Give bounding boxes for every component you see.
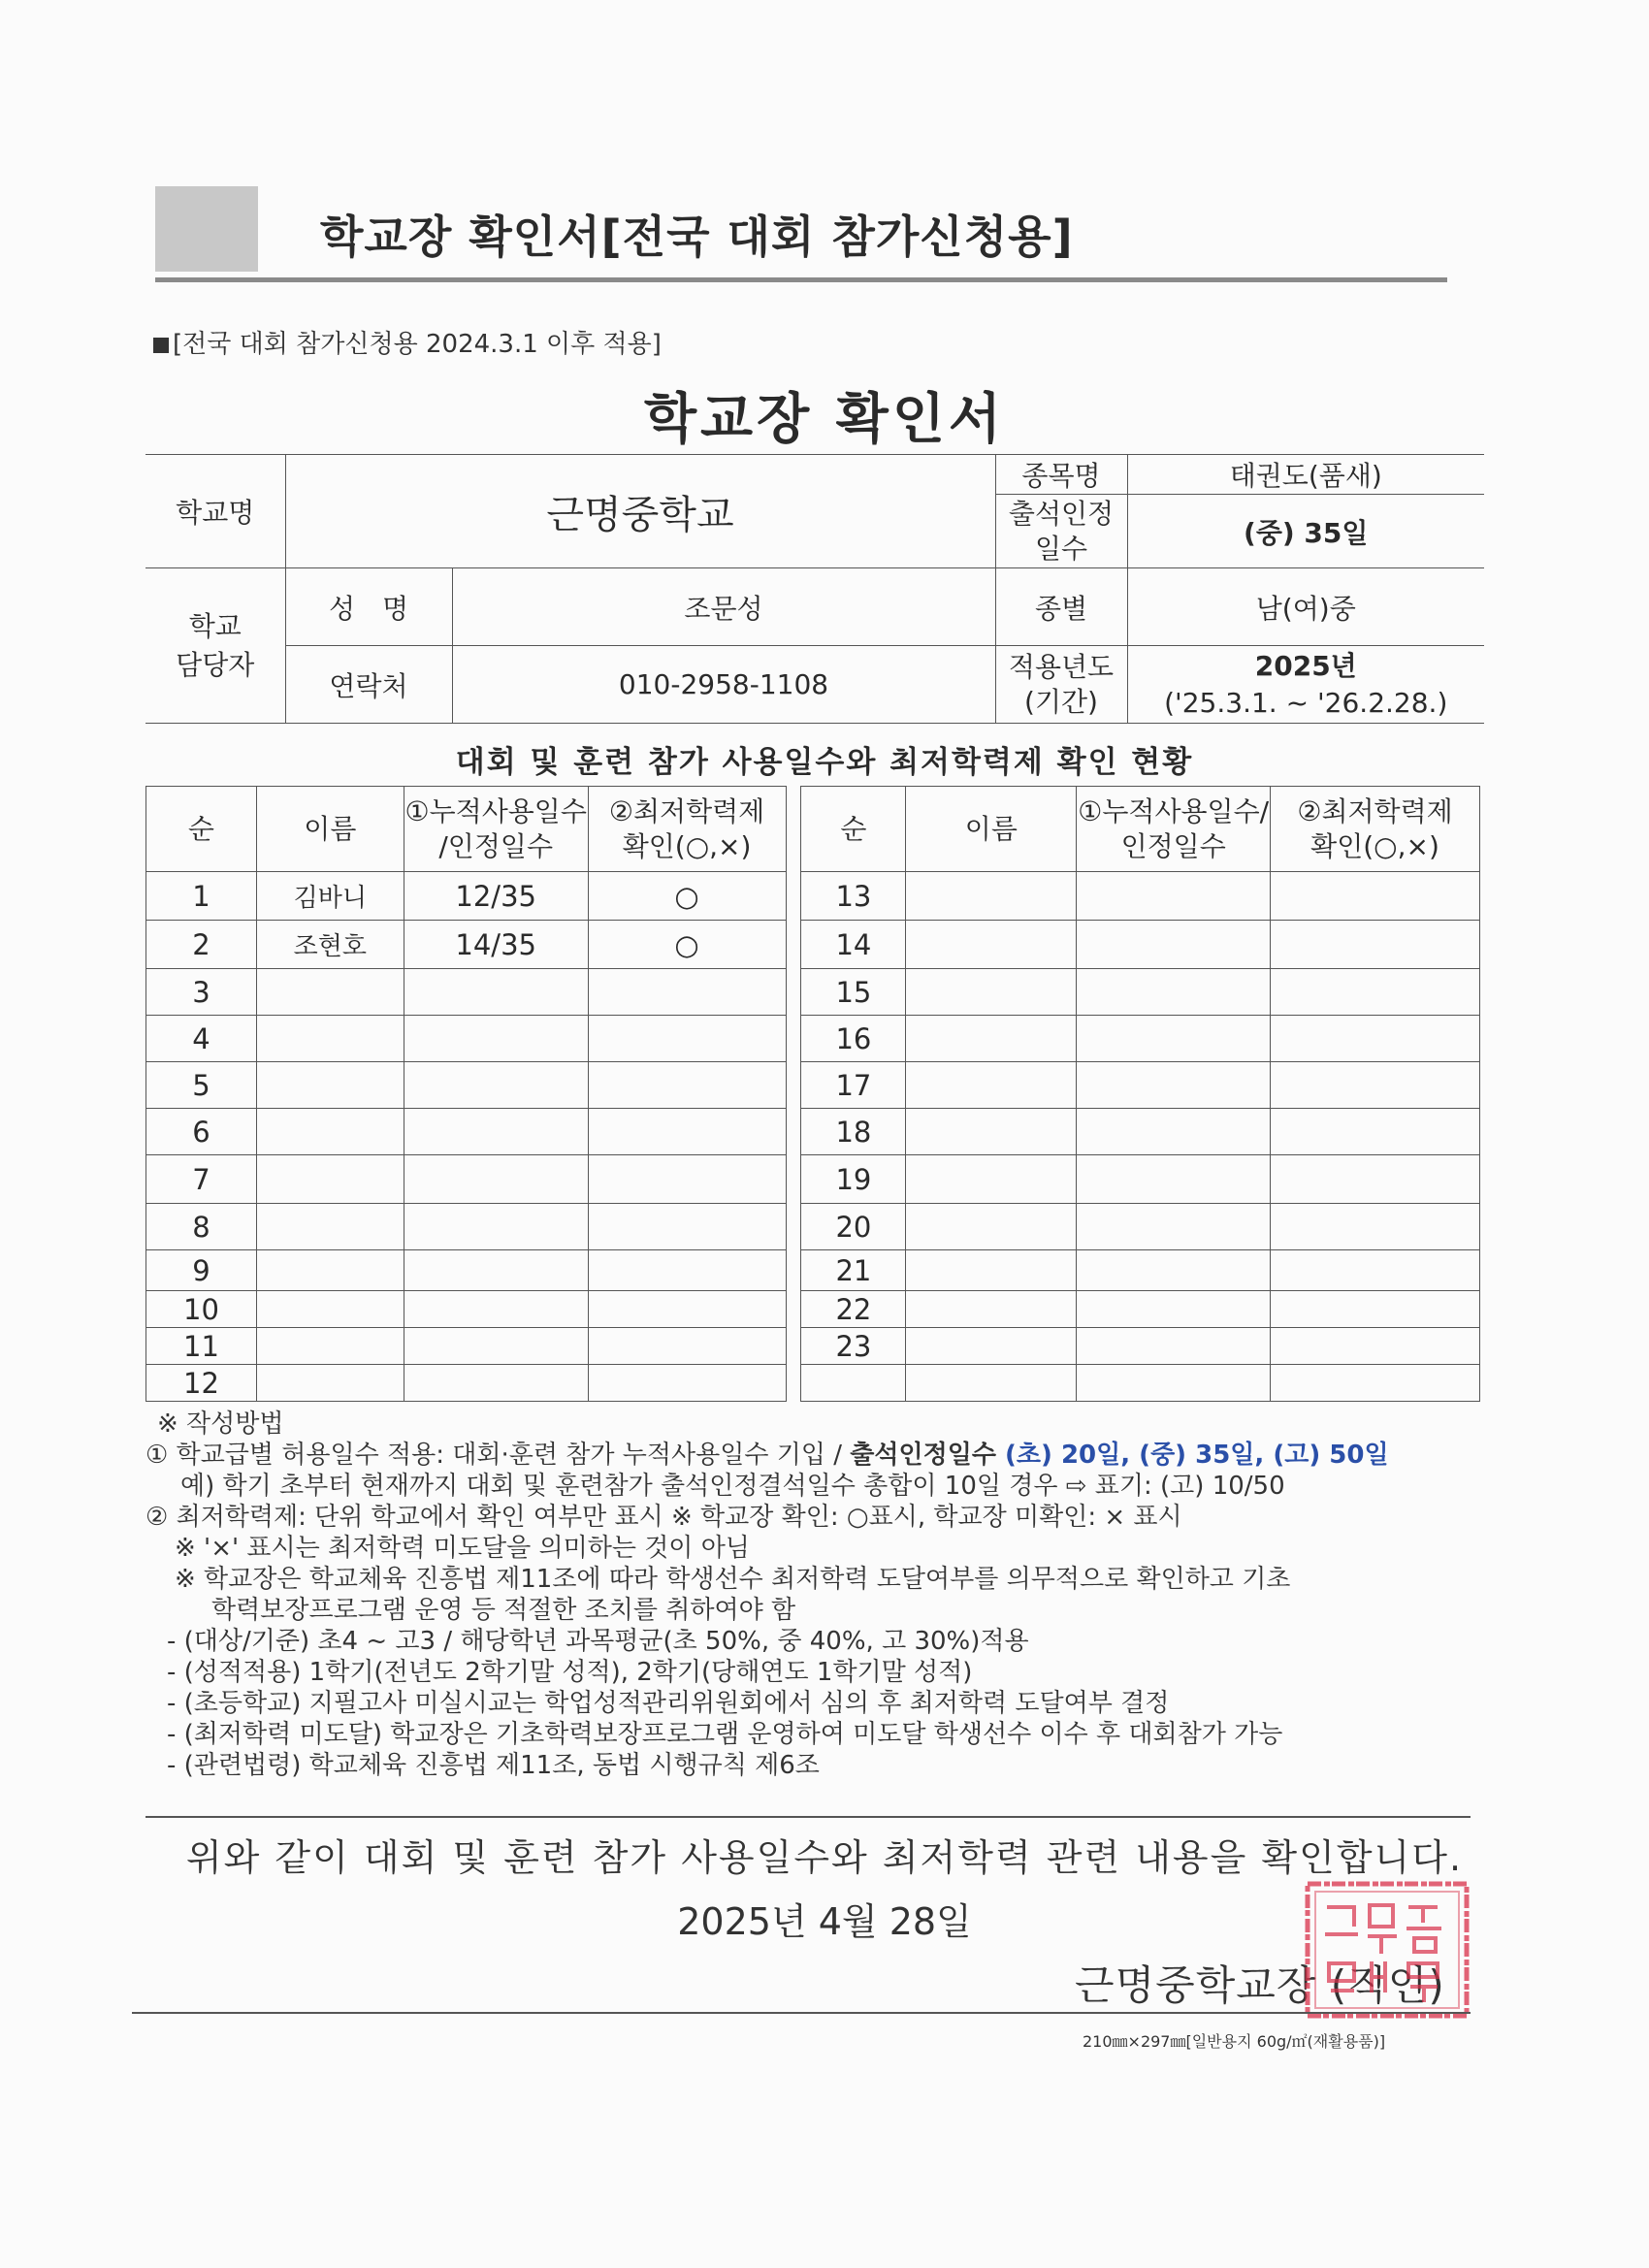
instructions — [146, 1409, 1504, 1781]
contact-value: 010-2958-1108 — [452, 646, 995, 724]
instruction-1-text: ① 학교급별 허용일수 적용: 대회·훈련 참가 누적사용일수 기입 / — [146, 1441, 851, 1470]
confirmation-statement: 위와 같이 대회 및 훈련 참가 사용일수와 최저학력 관련 내용을 확인합니다. — [185, 1836, 1464, 1879]
header-no-right: 순 — [801, 787, 906, 872]
row-number-cell: 12 — [146, 1365, 257, 1402]
athlete-name-cell: 김바니 — [256, 872, 404, 921]
used-days-cell — [404, 1109, 588, 1155]
instruction-2-note-c: 학력보장프로그램 운영 등 적절한 조치를 취하여야 함 — [211, 1596, 796, 1625]
table-gap — [786, 969, 801, 1016]
athlete-name-cell — [906, 1204, 1077, 1250]
row-number-cell: 4 — [146, 1016, 257, 1062]
header-check-right-line2: 확인(○,×) — [1310, 829, 1439, 862]
used-days-cell — [1077, 1062, 1271, 1109]
used-days-cell — [404, 1328, 588, 1365]
min-academic-check-cell — [1271, 1204, 1480, 1250]
athlete-name-cell — [906, 1365, 1077, 1402]
contact-label: 연락처 — [285, 646, 452, 724]
athlete-name-cell — [256, 1062, 404, 1109]
attendance-label-line2: 일수 — [1034, 532, 1088, 565]
row-number-cell: 17 — [801, 1062, 906, 1109]
used-days-cell — [1077, 1016, 1271, 1062]
gender-value: 남(여)중 — [1127, 568, 1484, 646]
table-row — [146, 921, 1480, 969]
athlete-name-cell — [256, 1291, 404, 1328]
used-days-cell — [404, 1250, 588, 1291]
row-number-cell: 2 — [146, 921, 257, 969]
used-days-cell — [1077, 969, 1271, 1016]
used-days-cell — [404, 1062, 588, 1109]
athlete-name-cell — [906, 1250, 1077, 1291]
used-days-cell — [404, 1204, 588, 1250]
used-days-cell: 12/35 — [404, 872, 588, 921]
table-row — [146, 1204, 1480, 1250]
table-gap — [786, 1250, 801, 1291]
row-number-cell: 22 — [801, 1291, 906, 1328]
header-days-left — [404, 787, 588, 872]
table-gap — [786, 1328, 801, 1365]
manager-label-line2: 담당자 — [176, 648, 255, 681]
used-days-cell — [1077, 872, 1271, 921]
min-academic-check-cell — [1271, 1291, 1480, 1328]
used-days-cell — [1077, 921, 1271, 969]
table-gap — [786, 872, 801, 921]
min-academic-check-cell — [1271, 872, 1480, 921]
instruction-2-note-a: ※ '×' 표시는 최저학력 미도달을 의미하는 것이 아님 — [175, 1534, 750, 1563]
table-row — [146, 872, 1480, 921]
header-days-right-line1: ①누적사용일수/ — [1078, 794, 1270, 827]
row-number-cell: 9 — [146, 1250, 257, 1291]
athlete-name-cell — [256, 1328, 404, 1365]
detail-elementary: - (초등학교) 지필고사 미실시교는 학업성적관리위원회에서 심의 후 최저학력 도달여부 결정 — [167, 1689, 1170, 1718]
header-check-right-line1: ②최저학력제 — [1297, 794, 1453, 827]
school-name-label: 학교명 — [146, 455, 285, 568]
table-row — [146, 1365, 1480, 1402]
used-days-cell — [404, 1155, 588, 1204]
period-value: ('25.3.1. ~ '26.2.28.) — [1164, 686, 1448, 719]
row-number-cell: 1 — [146, 872, 257, 921]
header-no-left: 순 — [146, 787, 257, 872]
detail-law: - (관련법령) 학교체육 진흥법 제11조, 동법 시행규칙 제6조 — [167, 1751, 820, 1780]
min-academic-check-cell: ○ — [588, 872, 786, 921]
applicability-note — [153, 324, 662, 360]
instructions-heading: ※ 작성방법 — [157, 1409, 284, 1439]
participation-table — [146, 786, 1480, 1402]
used-days-cell — [404, 1016, 588, 1062]
row-number-cell: 23 — [801, 1328, 906, 1365]
manager-name-value: 조문성 — [452, 568, 995, 646]
applicability-note-text: [전국 대회 참가신청용 2024.3.1 이후 적용] — [173, 330, 662, 359]
header-days-left-line1: ①누적사용일수 — [404, 794, 587, 827]
row-number-cell: 20 — [801, 1204, 906, 1250]
gender-label: 종별 — [995, 568, 1127, 646]
table-row — [146, 1155, 1480, 1204]
header-rule — [155, 277, 1447, 282]
min-academic-check-cell — [1271, 1109, 1480, 1155]
athlete-name-cell — [906, 1328, 1077, 1365]
athlete-name-cell — [256, 969, 404, 1016]
used-days-cell — [1077, 1109, 1271, 1155]
row-number-cell: 15 — [801, 969, 906, 1016]
participation-rows — [146, 872, 1480, 1402]
detail-grades: - (성적적용) 1학기(전년도 2학기말 성적), 2학기(당해연도 1학기말 성적) — [167, 1658, 973, 1687]
table-row — [146, 1250, 1480, 1291]
used-days-cell — [1077, 1291, 1271, 1328]
athlete-name-cell — [256, 1155, 404, 1204]
min-academic-check-cell — [588, 1250, 786, 1291]
min-academic-check-cell — [588, 1016, 786, 1062]
min-academic-check-cell — [588, 1328, 786, 1365]
header-shade-block — [155, 186, 258, 272]
min-academic-check-cell — [588, 1062, 786, 1109]
section-title: 대회 및 훈련 참가 사용일수와 최저학력제 확인 현황 — [455, 745, 1194, 780]
athlete-name-cell — [906, 921, 1077, 969]
principal-signature: 근명중학교장 (직인) — [1075, 1961, 1445, 2009]
year-value-cell — [1127, 646, 1484, 724]
event-label: 종목명 — [995, 455, 1127, 495]
header-name-left: 이름 — [256, 787, 404, 872]
used-days-cell — [404, 1365, 588, 1402]
table-gap — [786, 787, 801, 872]
athlete-name-cell — [256, 1250, 404, 1291]
instruction-1-example: 예) 학기 초부터 현재까지 대회 및 훈련참가 출석인정결석일수 총합이 10일 경우 ⇨ 표기: (고) 10/50 — [180, 1472, 1285, 1501]
table-row — [146, 1062, 1480, 1109]
bottom-rule — [132, 2012, 1471, 2014]
header-check-left-line2: 확인(○,×) — [622, 829, 752, 862]
table-gap — [786, 1109, 801, 1155]
attendance-label-line1: 출석인정 — [1008, 497, 1115, 530]
used-days-cell — [1077, 1365, 1271, 1402]
athlete-name-cell — [256, 1016, 404, 1062]
row-number-cell: 7 — [146, 1155, 257, 1204]
row-number-cell: 3 — [146, 969, 257, 1016]
instruction-2-note-b: ※ 학교장은 학교체육 진흥법 제11조에 따라 학생선수 최저학력 도달여부를 의무적으로 확인하고 기초 — [175, 1565, 1291, 1594]
table-row — [146, 1291, 1480, 1328]
header-title: 학교장 확인서[전국 대회 참가신청용] — [320, 211, 1074, 263]
attendance-days-label — [995, 495, 1127, 568]
min-academic-check-cell — [1271, 1155, 1480, 1204]
table-gap — [786, 1016, 801, 1062]
event-value: 태권도(품새) — [1127, 455, 1484, 495]
header-check-right — [1271, 787, 1480, 872]
manager-label — [146, 568, 285, 724]
min-academic-check-cell — [588, 1109, 786, 1155]
table-row — [146, 969, 1480, 1016]
detail-below-standard: - (최저학력 미도달) 학교장은 기초학력보장프로그램 운영하여 미도달 학생선수 이수 후 대회참가 가능 — [167, 1720, 1283, 1749]
year-label — [995, 646, 1127, 724]
header-check-left-line1: ②최저학력제 — [608, 794, 765, 827]
min-academic-check-cell — [588, 1365, 786, 1402]
athlete-name-cell — [906, 1062, 1077, 1109]
row-number-cell: 18 — [801, 1109, 906, 1155]
min-academic-check-cell — [1271, 1016, 1480, 1062]
header-days-right — [1077, 787, 1271, 872]
athlete-name-cell — [906, 1291, 1077, 1328]
used-days-cell: 14/35 — [404, 921, 588, 969]
table-gap — [786, 1365, 801, 1402]
header-days-right-line2: 인정일수 — [1120, 829, 1226, 862]
athlete-name-cell — [906, 1109, 1077, 1155]
table-gap — [786, 1204, 801, 1250]
athlete-name-cell — [256, 1365, 404, 1402]
instruction-1-bold: 출석인정일수 — [850, 1441, 996, 1470]
header-check-left — [588, 787, 786, 872]
row-number-cell: 19 — [801, 1155, 906, 1204]
table-gap — [786, 921, 801, 969]
athlete-name-cell — [256, 1204, 404, 1250]
instruction-1-limits: (초) 20일, (중) 35일, (고) 50일 — [995, 1441, 1389, 1470]
divider-line — [146, 1816, 1471, 1818]
year-value: 2025년 — [1254, 649, 1357, 682]
official-seal-stamp — [1302, 1878, 1472, 2022]
min-academic-check-cell — [588, 1155, 786, 1204]
row-number-cell: 13 — [801, 872, 906, 921]
instruction-1 — [146, 1440, 1504, 1471]
issue-date: 2025년 4월 28일 — [677, 1900, 972, 1943]
row-number-cell: 6 — [146, 1109, 257, 1155]
min-academic-check-cell — [1271, 969, 1480, 1016]
min-academic-check-cell — [1271, 1365, 1480, 1402]
used-days-cell — [1077, 1250, 1271, 1291]
square-bullet-icon — [153, 338, 169, 353]
athlete-name-cell — [906, 1155, 1077, 1204]
header-name-right: 이름 — [906, 787, 1077, 872]
table-gap — [786, 1062, 801, 1109]
min-academic-check-cell — [588, 1291, 786, 1328]
table-row — [146, 1016, 1480, 1062]
header-days-left-line2: /인정일수 — [438, 829, 554, 862]
table-row — [146, 1109, 1480, 1155]
used-days-cell — [404, 969, 588, 1016]
row-number-cell: 14 — [801, 921, 906, 969]
school-name-value: 근명중학교 — [285, 455, 995, 568]
row-number-cell: 11 — [146, 1328, 257, 1365]
manager-label-line1: 학교 — [188, 609, 242, 642]
row-number-cell: 8 — [146, 1204, 257, 1250]
row-number-cell — [801, 1365, 906, 1402]
table-gap — [786, 1155, 801, 1204]
row-number-cell: 21 — [801, 1250, 906, 1291]
year-label-line2: (기간) — [1024, 685, 1098, 718]
detail-target: - (대상/기준) 초4 ~ 고3 / 해당학년 과목평균(초 50%, 중 40%, 고 30%)적용 — [167, 1627, 1029, 1656]
row-number-cell: 16 — [801, 1016, 906, 1062]
used-days-cell — [404, 1291, 588, 1328]
main-title: 학교장 확인서 — [643, 388, 1006, 451]
athlete-name-cell — [906, 1016, 1077, 1062]
min-academic-check-cell — [588, 1204, 786, 1250]
athlete-name-cell — [906, 872, 1077, 921]
table-row — [146, 1328, 1480, 1365]
athlete-name-cell — [256, 1109, 404, 1155]
min-academic-check-cell — [588, 969, 786, 1016]
min-academic-check-cell: ○ — [588, 921, 786, 969]
instruction-2: ② 최저학력제: 단위 학교에서 확인 여부만 표시 ※ 학교장 확인: ○표시, 학교장 미확인: × 표시 — [146, 1503, 1182, 1532]
year-label-line1: 적용년도 — [1008, 650, 1115, 683]
used-days-cell — [1077, 1328, 1271, 1365]
min-academic-check-cell — [1271, 1250, 1480, 1291]
used-days-cell — [1077, 1204, 1271, 1250]
school-info-table — [146, 454, 1484, 724]
table-gap — [786, 1291, 801, 1328]
athlete-name-cell: 조현호 — [256, 921, 404, 969]
manager-name-label: 성 명 — [285, 568, 452, 646]
used-days-cell — [1077, 1155, 1271, 1204]
min-academic-check-cell — [1271, 1328, 1480, 1365]
row-number-cell: 5 — [146, 1062, 257, 1109]
row-number-cell: 10 — [146, 1291, 257, 1328]
min-academic-check-cell — [1271, 921, 1480, 969]
min-academic-check-cell — [1271, 1062, 1480, 1109]
paper-spec: 210㎜×297㎜[일반용지 60g/㎡(재활용품)] — [1083, 2032, 1386, 2051]
attendance-days-value: (중) 35일 — [1127, 495, 1484, 568]
athlete-name-cell — [906, 969, 1077, 1016]
